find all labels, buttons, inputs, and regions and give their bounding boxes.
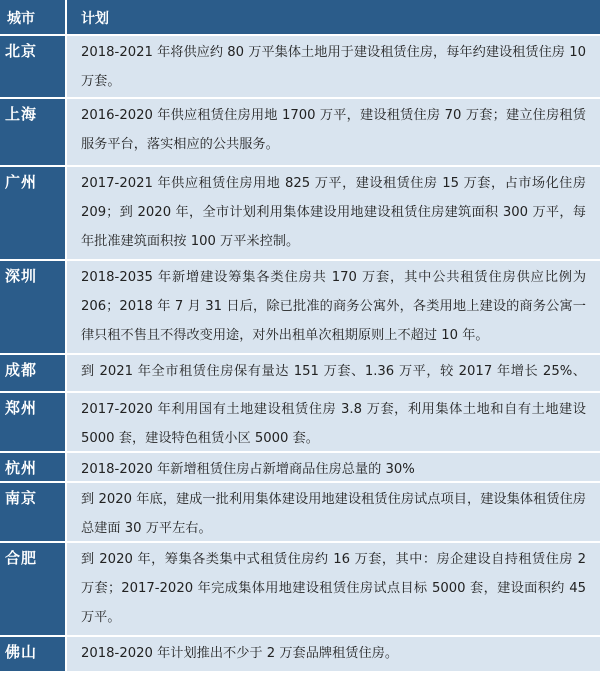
plan-cell-shanghai: 2016-2020 年供应租赁住房用地 1700 万平，建设租赁住房 70 万套；建立住房租赁服务平台，落实相应的公共服务。 xyxy=(67,99,600,165)
plan-cell-chengdu: 到 2021 年全市租赁住房保有量达 151 万套、1.36 万平，较 2017 年增长 25%、 xyxy=(67,355,600,391)
city-cell-guangzhou: 广州 xyxy=(0,167,67,259)
city-cell-hefei: 合肥 xyxy=(0,543,67,635)
plan-cell-zhengzhou: 2017-2020 年利用国有土地建设租赁住房 3.8 万套，利用集体土地和自有土地建设 5000 套，建设特色租赁小区 5000 套。 xyxy=(67,393,600,451)
plan-cell-hefei: 到 2020 年，筹集各类集中式租赁住房约 16 万套，其中：房企建设自持租赁住房 2 万套；2017-2020 年完成集体用地建设租赁住房试点目标 5000 套，建设面积约 45 万平。 xyxy=(67,543,600,635)
city-cell-nanjing: 南京 xyxy=(0,483,67,541)
city-cell-zhengzhou: 郑州 xyxy=(0,393,67,451)
city-cell-beijing: 北京 xyxy=(0,36,67,97)
plan-cell-guangzhou: 2017-2021 年供应租赁住房用地 825 万平，建设租赁住房 15 万套，占市场化住房 209；到 2020 年，全市计划利用集体建设用地建设租赁住房建筑面积 300 万平，每年批准建筑面积按 100 万平米控制。 xyxy=(67,167,600,259)
city-cell-foshan: 佛山 xyxy=(0,637,67,671)
header-plan: 计划 xyxy=(67,0,600,34)
city-cell-shenzhen: 深圳 xyxy=(0,261,67,353)
plan-cell-shenzhen: 2018-2035 年新增建设筹集各类住房共 170 万套，其中公共租赁住房供应比例为 206；2018 年 7 月 31 日后，除已批准的商务公寓外，各类用地上建设的商务公寓一律只租不售且不得改变用途，对外出租单次租期原则上不超过 10 年。 xyxy=(67,261,600,353)
city-cell-shanghai: 上海 xyxy=(0,99,67,165)
plan-cell-beijing: 2018-2021 年将供应约 80 万平集体土地用于建设租赁住房，每年约建设租赁住房 10 万套。 xyxy=(67,36,600,97)
plan-cell-foshan: 2018-2020 年计划推出不少于 2 万套品牌租赁住房。 xyxy=(67,637,600,671)
city-cell-chengdu: 成都 xyxy=(0,355,67,391)
header-city: 城市 xyxy=(0,0,67,34)
plan-cell-nanjing: 到 2020 年底，建成一批利用集体建设用地建设租赁住房试点项目，建设集体租赁住房总建面 30 万平左右。 xyxy=(67,483,600,541)
plan-cell-hangzhou: 2018-2020 年新增租赁住房占新增商品住房总量的 30% xyxy=(67,453,600,481)
city-cell-hangzhou: 杭州 xyxy=(0,453,67,481)
